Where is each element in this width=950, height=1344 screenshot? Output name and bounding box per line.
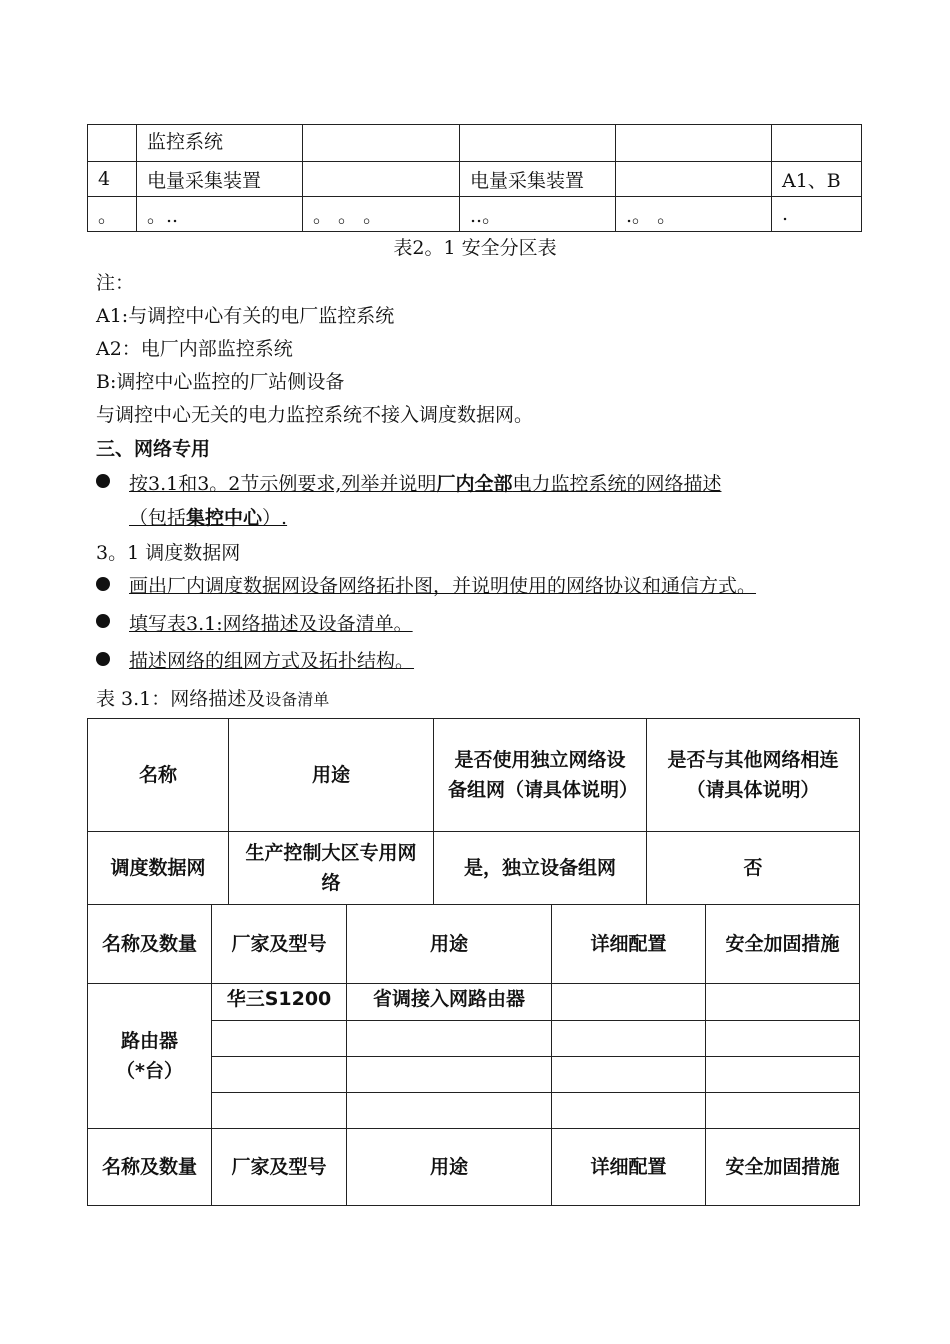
table-cell: 是，独立设备组网 <box>434 832 647 905</box>
bullet-text-3: 填写表3.1:网络描述及设备清单。 <box>129 613 413 635</box>
table-cell <box>303 162 460 197</box>
table-cell <box>88 125 137 162</box>
table-cell: 4 <box>88 162 137 197</box>
device-table-repeat-header <box>87 1128 860 1206</box>
table-cell: 华三S1200 <box>212 984 347 1021</box>
bullet1-part2: 电力监控系统的网络描述 <box>512 473 722 495</box>
table-cell <box>212 1093 347 1129</box>
table-cell: 电量采集装置 <box>460 162 616 197</box>
table-caption: 表2。1 安全分区表 <box>393 237 557 259</box>
header-cell: 是否与其他网络相连（请具体说明） <box>647 719 860 832</box>
table-cell <box>460 125 616 162</box>
header-cell: 详细配置 <box>552 905 706 984</box>
table-row <box>88 197 862 232</box>
bullet1-line2-b: ）. <box>262 507 288 529</box>
router-group-label: 路由器（*台） <box>88 984 212 1129</box>
bullet1-bold: 厂内全部 <box>436 473 513 495</box>
note-other: 与调控中心无关的电力监控系统不接入调度数据网。 <box>96 404 534 426</box>
header-cell: 安全加固措施 <box>706 905 860 984</box>
note-b: B:调控中心监控的厂站侧设备 <box>96 371 345 393</box>
table-cell: 省调接入网路由器 <box>347 984 552 1021</box>
note-a2: A2：电厂内部监控系统 <box>96 338 293 360</box>
table-row <box>88 984 860 1021</box>
table-cell: 。.. <box>137 197 303 232</box>
table-cell <box>212 1021 347 1057</box>
device-table <box>87 904 860 1129</box>
table-cell <box>616 162 772 197</box>
table-cell: 生产控制大区专用网络 <box>229 832 434 905</box>
table-header-row <box>88 719 860 832</box>
header-cell: 名称 <box>88 719 229 832</box>
bullet-dot-icon <box>96 614 110 628</box>
bullet-dot-icon <box>96 577 110 591</box>
table-row <box>88 162 862 197</box>
table-cell <box>706 1093 860 1129</box>
security-zone-table <box>87 124 862 232</box>
table-cell <box>772 125 862 162</box>
table-cell <box>552 1093 706 1129</box>
table-cell: A1、B <box>772 162 862 197</box>
note-label: 注： <box>96 272 135 294</box>
header-cell: 详细配置 <box>552 1129 706 1206</box>
table31-caption-small: 设备清单 <box>265 690 330 709</box>
header-cell: 用途 <box>347 1129 552 1206</box>
table-cell <box>303 125 460 162</box>
header-cell: 厂家及型号 <box>212 1129 347 1206</box>
table-cell <box>347 1021 552 1057</box>
bullet-text-1 <box>129 469 721 496</box>
subsection-title: 3。1 调度数据网 <box>96 542 241 564</box>
table-cell: 调度数据网 <box>88 832 229 905</box>
bullet-text-4: 描述网络的组网方式及拓扑结构。 <box>129 650 415 672</box>
bullet-text-1-line2 <box>129 503 287 530</box>
header-cell: 是否使用独立网络设备组网（请具体说明） <box>434 719 647 832</box>
section-title: 三、网络专用 <box>96 438 211 460</box>
header-cell: 用途 <box>229 719 434 832</box>
header-cell: 名称及数量 <box>88 905 212 984</box>
table-header-row <box>88 905 860 984</box>
header-cell: 用途 <box>347 905 552 984</box>
table-cell <box>706 984 860 1021</box>
bullet-dot-icon <box>96 652 110 666</box>
table-cell: .。 。 <box>616 197 772 232</box>
table-cell: 。 。 。 <box>303 197 460 232</box>
table-cell <box>552 984 706 1021</box>
table-cell: 。 <box>88 197 137 232</box>
table-row <box>88 832 860 905</box>
bullet1-part1: 按3.1和3。2节示例要求,列举并说明 <box>129 473 437 495</box>
table-cell <box>347 1093 552 1129</box>
table-cell <box>552 1021 706 1057</box>
table-cell: 否 <box>647 832 860 905</box>
header-cell: 名称及数量 <box>88 1129 212 1206</box>
bullet1-line2-a: （包括 <box>129 507 187 529</box>
table-cell <box>706 1021 860 1057</box>
network-table <box>87 718 860 905</box>
table-cell <box>552 1057 706 1093</box>
bullet-dot-icon <box>96 474 110 488</box>
table-cell: ..。 <box>460 197 616 232</box>
table-cell: . <box>772 197 862 232</box>
table-cell <box>347 1057 552 1093</box>
table-header-row <box>88 1129 860 1206</box>
table-cell: 监控系统 <box>137 125 303 162</box>
table-cell: 电量采集装置 <box>137 162 303 197</box>
table31-caption-main: 表 3.1：网络描述及 <box>96 688 266 710</box>
header-cell: 安全加固措施 <box>706 1129 860 1206</box>
header-cell: 厂家及型号 <box>212 905 347 984</box>
bullet-text-2: 画出厂内调度数据网设备网络拓扑图，并说明使用的网络协议和通信方式。 <box>129 575 757 597</box>
table-cell <box>706 1057 860 1093</box>
table-cell <box>212 1057 347 1093</box>
table-cell <box>616 125 772 162</box>
table31-caption <box>96 684 329 711</box>
bullet1-line2-bold: 集控中心 <box>186 507 263 529</box>
note-a1: A1:与调控中心有关的电厂监控系统 <box>96 305 395 327</box>
table-row <box>88 125 862 162</box>
